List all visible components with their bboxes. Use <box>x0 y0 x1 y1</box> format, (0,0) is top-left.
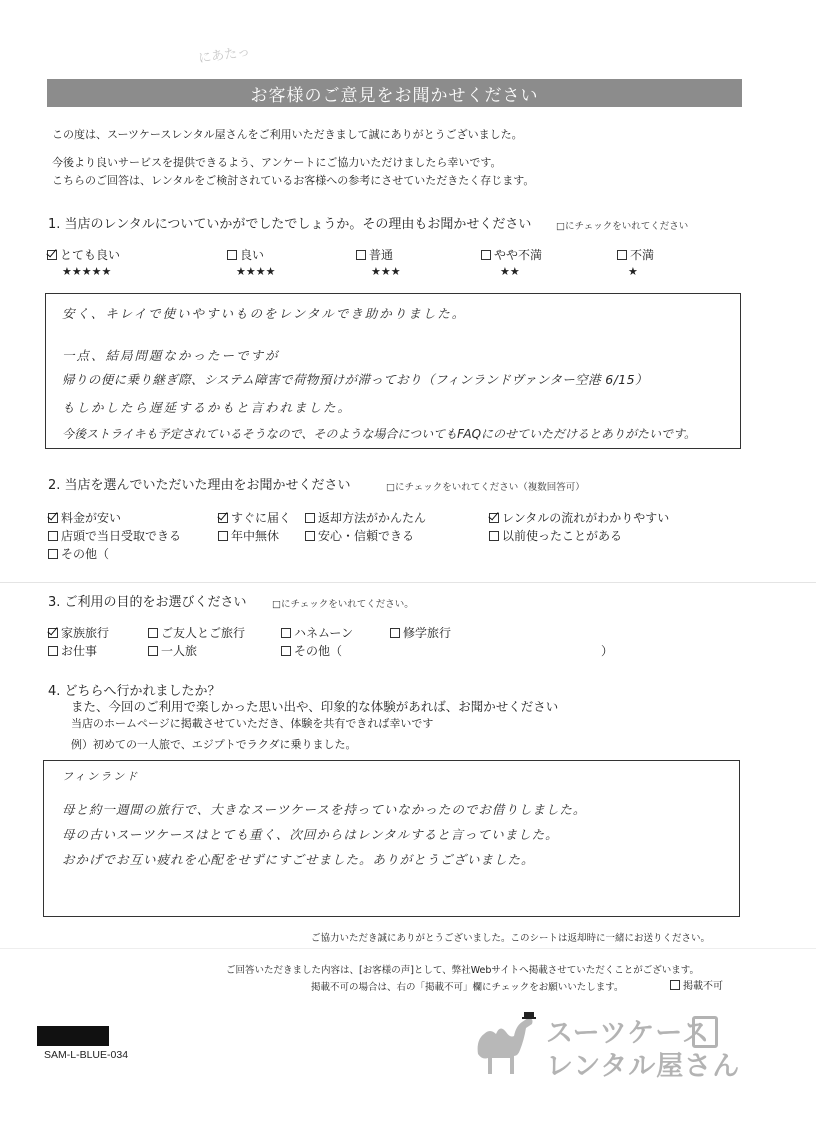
option-label: その他（ <box>294 644 343 658</box>
checkbox-icon[interactable] <box>390 628 400 638</box>
q4-answer-line: 母の古いスーツケースはとても重く、次回からはレンタルすると言っていました。 <box>62 827 559 842</box>
q4-answer-line: フィンランド <box>62 770 140 783</box>
q1-option-slightly-unsatisfied[interactable] <box>481 246 542 263</box>
q2-option-open-all-year[interactable] <box>218 527 279 544</box>
q1-answer-line: 帰りの便に乗り継ぎ際、システム障害で荷物預けが滞っており（フィンランドヴァンター空港 6/15） <box>62 372 648 387</box>
q2-option-store-pickup[interactable] <box>48 527 181 544</box>
q1-option-unsatisfied[interactable] <box>617 246 654 263</box>
option-label: やや不満 <box>494 248 543 262</box>
survey-title: お客様のご意見をお聞かせください <box>47 79 742 107</box>
checkbox-icon[interactable] <box>481 250 491 260</box>
option-label: すぐに届く <box>231 511 292 525</box>
redaction-bar <box>37 1026 109 1046</box>
q3-option-friends-trip[interactable] <box>148 624 245 641</box>
checkbox-icon[interactable] <box>148 628 158 638</box>
option-label: 店頭で当日受取できる <box>61 529 182 543</box>
logo-text-line2: レンタル屋さん <box>546 1051 741 1082</box>
option-label: 一人旅 <box>161 644 198 658</box>
thanks-text: ご協力いただき誠にありがとうございました。このシートは返却時に一緒にお送りください。 <box>311 933 711 944</box>
intro-line-1: この度は、スーツケースレンタル屋さんをご利用いただきまして誠にありがとうございました。 <box>52 128 523 141</box>
faint-stamp: にあたっ <box>197 44 252 67</box>
option-label: 返却方法がかんたん <box>318 511 427 525</box>
stars-1: ★ <box>628 265 638 278</box>
q3-option-work[interactable] <box>48 642 97 659</box>
q3-note: □にチェックをいれてください。 <box>272 599 414 610</box>
checkbox-icon[interactable] <box>356 250 366 260</box>
q2-option-easy-flow[interactable] <box>489 509 669 526</box>
checkbox-icon[interactable] <box>489 531 499 541</box>
q3-other-close-paren: ） <box>601 644 614 658</box>
q3-option-family-trip[interactable] <box>48 624 109 641</box>
checkbox-icon[interactable] <box>281 628 291 638</box>
q3-option-solo-trip[interactable] <box>148 642 197 659</box>
suitcase-icon <box>692 1016 718 1048</box>
q2-option-used-before[interactable] <box>489 527 622 544</box>
q1-answer-line: 安く、キレイで使いやすいものをレンタルでき助かりました。 <box>62 306 467 321</box>
q1-option-very-good[interactable] <box>47 246 120 263</box>
option-label: 不満 <box>630 248 655 262</box>
checkbox-icon[interactable] <box>48 549 58 559</box>
checkbox-icon[interactable] <box>48 531 58 541</box>
checkbox-checked-icon[interactable] <box>48 513 58 523</box>
camel-logo-icon <box>470 1010 542 1078</box>
option-label: 以前使ったことがある <box>502 529 623 543</box>
refuse-publish-option[interactable] <box>670 977 723 992</box>
q1-option-average[interactable] <box>356 246 393 263</box>
checkbox-checked-icon[interactable] <box>218 513 228 523</box>
q2-option-fast-delivery[interactable] <box>218 509 291 526</box>
checkbox-icon[interactable] <box>48 646 58 656</box>
q1-answer-line: 今後ストライキも予定されているそうなので、そのような場合についてもFAQにのせていただけるとありがたいです。 <box>62 427 697 441</box>
checkbox-icon[interactable] <box>670 980 680 990</box>
q3-option-honeymoon[interactable] <box>281 624 353 641</box>
checkbox-icon[interactable] <box>218 531 228 541</box>
option-label: 普通 <box>369 248 394 262</box>
option-label: 料金が安い <box>61 511 122 525</box>
q1-answer-line: 一点、結局問題なかったーですが <box>62 348 280 363</box>
checkbox-icon[interactable] <box>617 250 627 260</box>
q2-note: □にチェックをいれてください（複数回答可） <box>386 482 585 493</box>
option-label: レンタルの流れがわかりやすい <box>502 511 670 525</box>
option-label: ハネムーン <box>294 626 354 640</box>
checkbox-checked-icon[interactable] <box>47 250 57 260</box>
publish-refuse-note: 掲載不可の場合は、右の「掲載不可」欄にチェックをお願いいたします。 <box>311 982 624 993</box>
option-label: 年中無休 <box>231 529 280 543</box>
paper-fold-line <box>0 582 816 583</box>
q4-question-line2: また、今回のご利用で楽しかった思い出や、印象的な体験があれば、お聞かせください <box>71 699 559 714</box>
option-label: お仕事 <box>61 644 98 658</box>
q1-answer-line: もしかしたら遅延するかもと言われました。 <box>62 400 353 415</box>
q3-question: 3. ご利用の目的をお選びください <box>48 595 247 610</box>
logo-text-line1: スーツケース <box>546 1018 710 1049</box>
intro-line-3: こちらのご回答は、レンタルをご検討されているお客様への参考にさせていただきたく存じます。 <box>52 174 535 187</box>
publish-note: ご回答いただきました内容は、[お客様の声]として、弊社Webサイトへ掲載させていただくことがございます。 <box>226 965 700 976</box>
stars-2: ★★ <box>500 265 520 278</box>
q1-option-good[interactable] <box>227 246 264 263</box>
sheet-code: SAM-L-BLUE-034 <box>44 1049 129 1061</box>
q4-sub: 当店のホームページに掲載させていただき、体験を共有できれば幸いです <box>71 717 434 730</box>
checkbox-checked-icon[interactable] <box>48 628 58 638</box>
checkbox-checked-icon[interactable] <box>489 513 499 523</box>
checkbox-icon[interactable] <box>148 646 158 656</box>
option-label: 家族旅行 <box>61 626 110 640</box>
checkbox-icon[interactable] <box>227 250 237 260</box>
stars-5: ★★★★★ <box>62 265 112 278</box>
option-label: とても良い <box>60 248 121 262</box>
option-label: 良い <box>240 248 265 262</box>
checkbox-icon[interactable] <box>305 513 315 523</box>
paper-fold-line-2 <box>0 948 816 949</box>
q4-question: 4. どちらへ行かれましたか？ <box>48 684 221 699</box>
q1-question: 1. 当店のレンタルについていかがでしたでしょうか。その理由もお聞かせください <box>48 217 532 232</box>
option-label: 修学旅行 <box>403 626 452 640</box>
q2-option-other[interactable] <box>48 545 109 562</box>
q2-option-cheap[interactable] <box>48 509 121 526</box>
q4-answer-line: おかげでお互い疲れを心配をせずにすごせました。ありがとうございました。 <box>62 852 535 867</box>
option-label: 安心・信頼できる <box>318 529 415 543</box>
option-label: 掲載不可 <box>683 981 723 992</box>
q1-note: □にチェックをいれてください <box>556 221 689 232</box>
stars-3: ★★★ <box>371 265 401 278</box>
checkbox-icon[interactable] <box>281 646 291 656</box>
q2-option-trust[interactable] <box>305 527 414 544</box>
q3-option-other[interactable] <box>281 642 342 659</box>
q4-answer-line: 母と約一週間の旅行で、大きなスーツケースを持っていなかったのでお借りしました。 <box>62 802 587 817</box>
q2-option-easy-return[interactable] <box>305 509 426 526</box>
intro-line-2: 今後より良いサービスを提供できるよう、アンケートにご協力いただけましたら幸いです。 <box>52 156 502 169</box>
q3-option-school-trip[interactable] <box>390 624 451 641</box>
q2-question: 2. 当店を選んでいただいた理由をお聞かせください <box>48 478 351 493</box>
checkbox-icon[interactable] <box>305 531 315 541</box>
stars-4: ★★★★ <box>236 265 276 278</box>
q4-example: 例）初めての一人旅で、エジプトでラクダに乗りました。 <box>71 738 357 751</box>
option-label: その他（ <box>61 547 110 561</box>
option-label: ご友人とご旅行 <box>161 626 246 640</box>
